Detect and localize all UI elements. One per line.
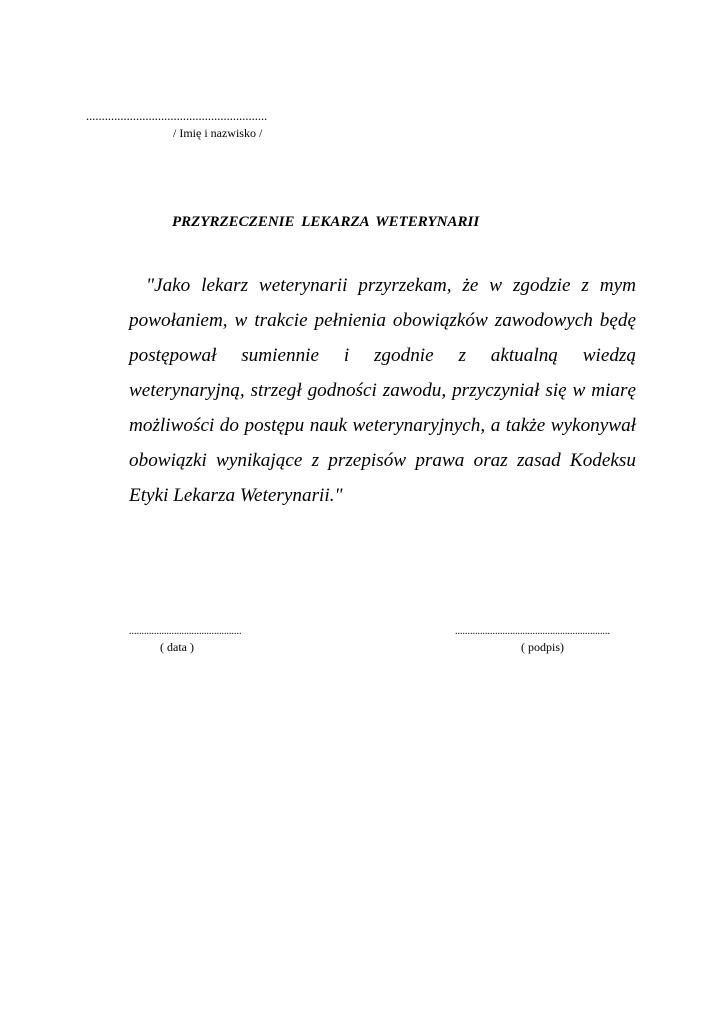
name-caption: / Imię i nazwisko / — [173, 126, 263, 140]
date-dotted-line: ............................................. — [129, 626, 242, 637]
date-caption: ( data ) — [160, 640, 194, 654]
document-title: PRZYRZECZENIE LEKARZA WETERYNARII — [172, 214, 480, 230]
name-dotted-line: .......................................................... — [86, 109, 268, 123]
oath-text: "Jako lekarz weterynarii przyrzekam, że w zgodzie z mym powołaniem, w trakcie pełnienia obowiązków zawodowych będę postępował sumiennie i zgodnie z aktualną wiedzą weterynaryjną, strzegł godności zawodu, przyczyniał się w miarę możliwości do postępu nauk weterynaryjnych, a także wykonywał obowiązki wynikające z przepisów prawa oraz zasad Kodeksu Etyki Lekarza Weterynarii." — [129, 275, 636, 506]
signature-dotted-line: .............................................................. — [455, 626, 610, 637]
signature-caption: ( podpis) — [521, 640, 564, 654]
